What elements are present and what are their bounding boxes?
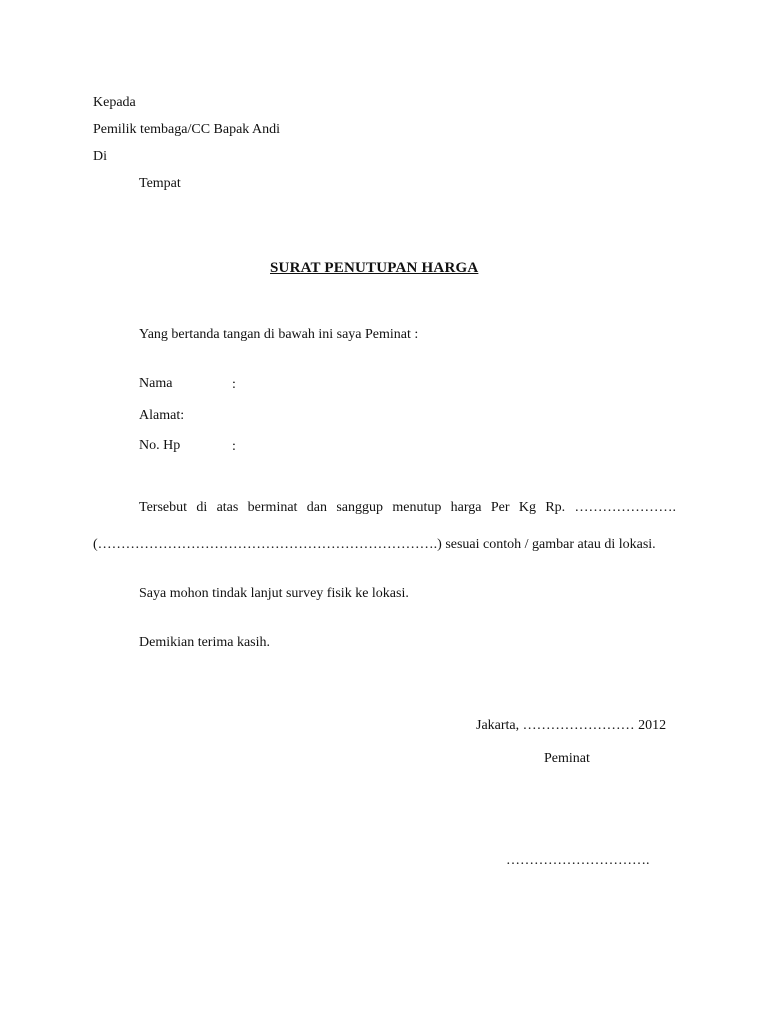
field-phone-label: No. Hp <box>139 438 181 453</box>
body-paragraph-1-line-1: Tersebut di atas berminat dan sanggup menutup harga Per Kg Rp. …………………. <box>139 500 676 515</box>
field-address-label: Alamat: <box>139 408 185 423</box>
recipient-line-di: Di <box>93 149 107 164</box>
recipient-line-owner: Pemilik tembaga/CC Bapak Andi <box>93 122 281 137</box>
field-name-label: Nama <box>139 376 173 391</box>
field-name-colon: : <box>232 377 236 392</box>
field-phone-colon: : <box>232 439 236 454</box>
body-paragraph-3: Demikian terima kasih. <box>139 635 271 650</box>
recipient-line-tempat: Tempat <box>139 176 181 191</box>
signature-name-line: …………………………. <box>506 853 650 868</box>
body-paragraph-1-line-2: (……………………………………………………………….) sesuai contoh / gambar atau di lokasi. <box>93 537 656 552</box>
recipient-line-kepada: Kepada <box>93 95 136 110</box>
signature-role: Peminat <box>544 751 590 766</box>
body-paragraph-2: Saya mohon tindak lanjut survey fisik ke lokasi. <box>139 586 409 601</box>
letter-title: SURAT PENUTUPAN HARGA <box>270 260 479 276</box>
signature-place-date: Jakarta, …………………… 2012 <box>476 718 667 733</box>
intro-statement: Yang bertanda tangan di bawah ini saya Peminat : <box>139 327 419 342</box>
